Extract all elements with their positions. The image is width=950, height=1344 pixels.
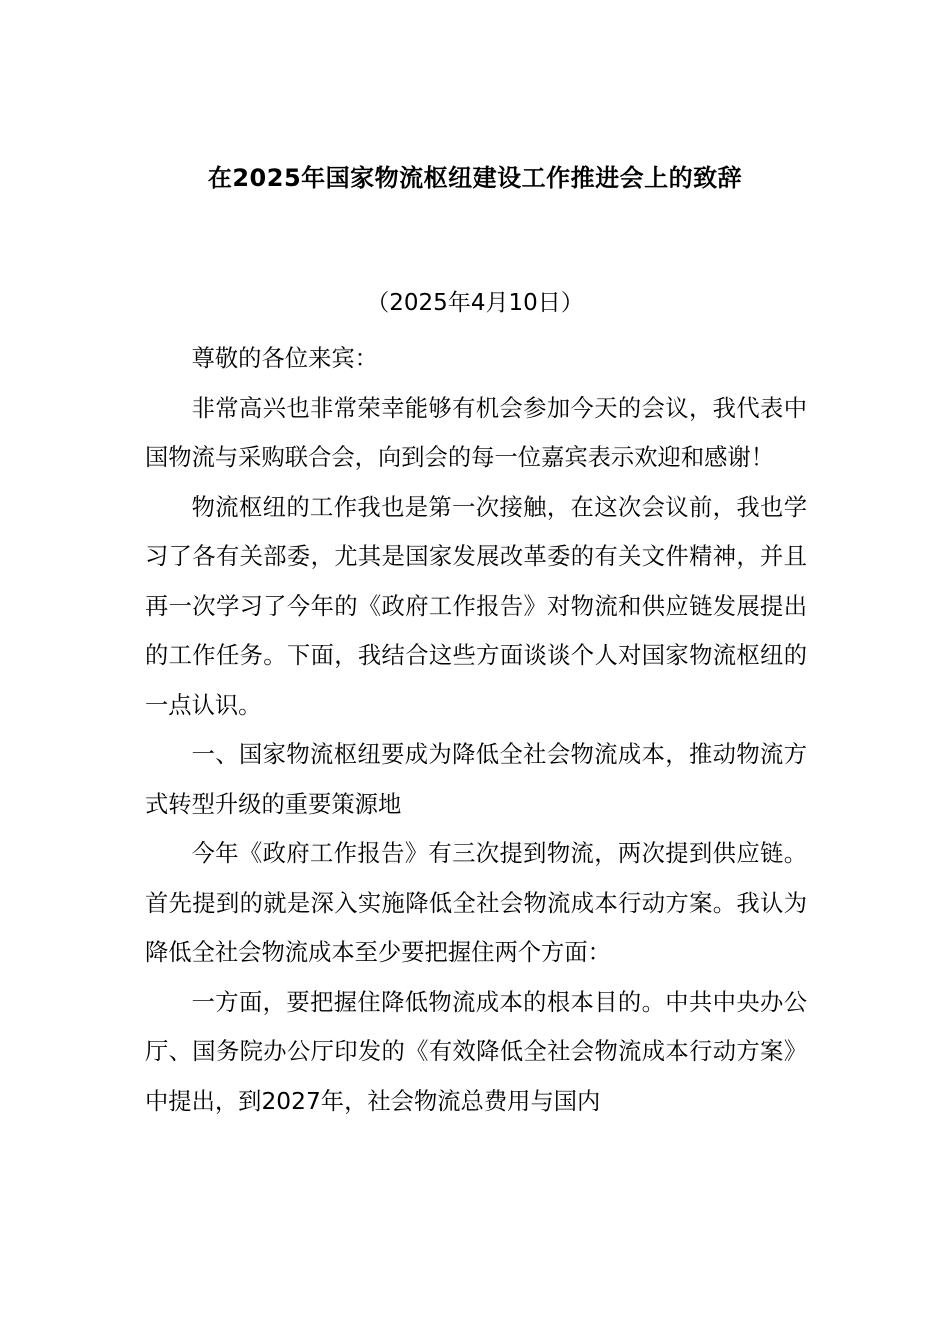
document-body xyxy=(145,334,807,1126)
paragraph-introduction: 物流枢纽的工作我也是第一次接触，在这次会议前，我也学习了各有关部委，尤其是国家发展改革委的有关文件精神，并且再一次学习了今年的《政府工作报告》对物流和供应链发展提出的工作任务。下面，我结合这些方面谈谈个人对国家物流枢纽的一点认识。 xyxy=(145,493,807,719)
document-date: （2025年4月10日） xyxy=(366,290,584,316)
section-heading-one: 一、国家物流枢纽要成为降低全社会物流成本，推动物流方式转型升级的重要策源地 xyxy=(145,741,807,818)
paragraph-welcome: 非常高兴也非常荣幸能够有机会参加今天的会议，我代表中国物流与采购联合会，向到会的每一位嘉宾表示欢迎和感谢！ xyxy=(145,394,807,471)
paragraph-salutation: 尊敬的各位来宾： xyxy=(191,345,378,372)
paragraph-first-aspect: 一方面，要把握住降低物流成本的根本目的。中共中央办公厅、国务院办公厅印发的《有效降低全社会物流成本行动方案》中提出，到2027年，社会物流总费用与国内 xyxy=(145,988,807,1115)
paragraph-report: 今年《政府工作报告》有三次提到物流，两次提到供应链。首先提到的就是深入实施降低全社会物流成本行动方案。我认为降低全社会物流成本至少要把握住两个方面： xyxy=(145,840,807,966)
document-title: 在2025年国家物流枢纽建设工作推进会上的致辞 xyxy=(207,164,743,192)
